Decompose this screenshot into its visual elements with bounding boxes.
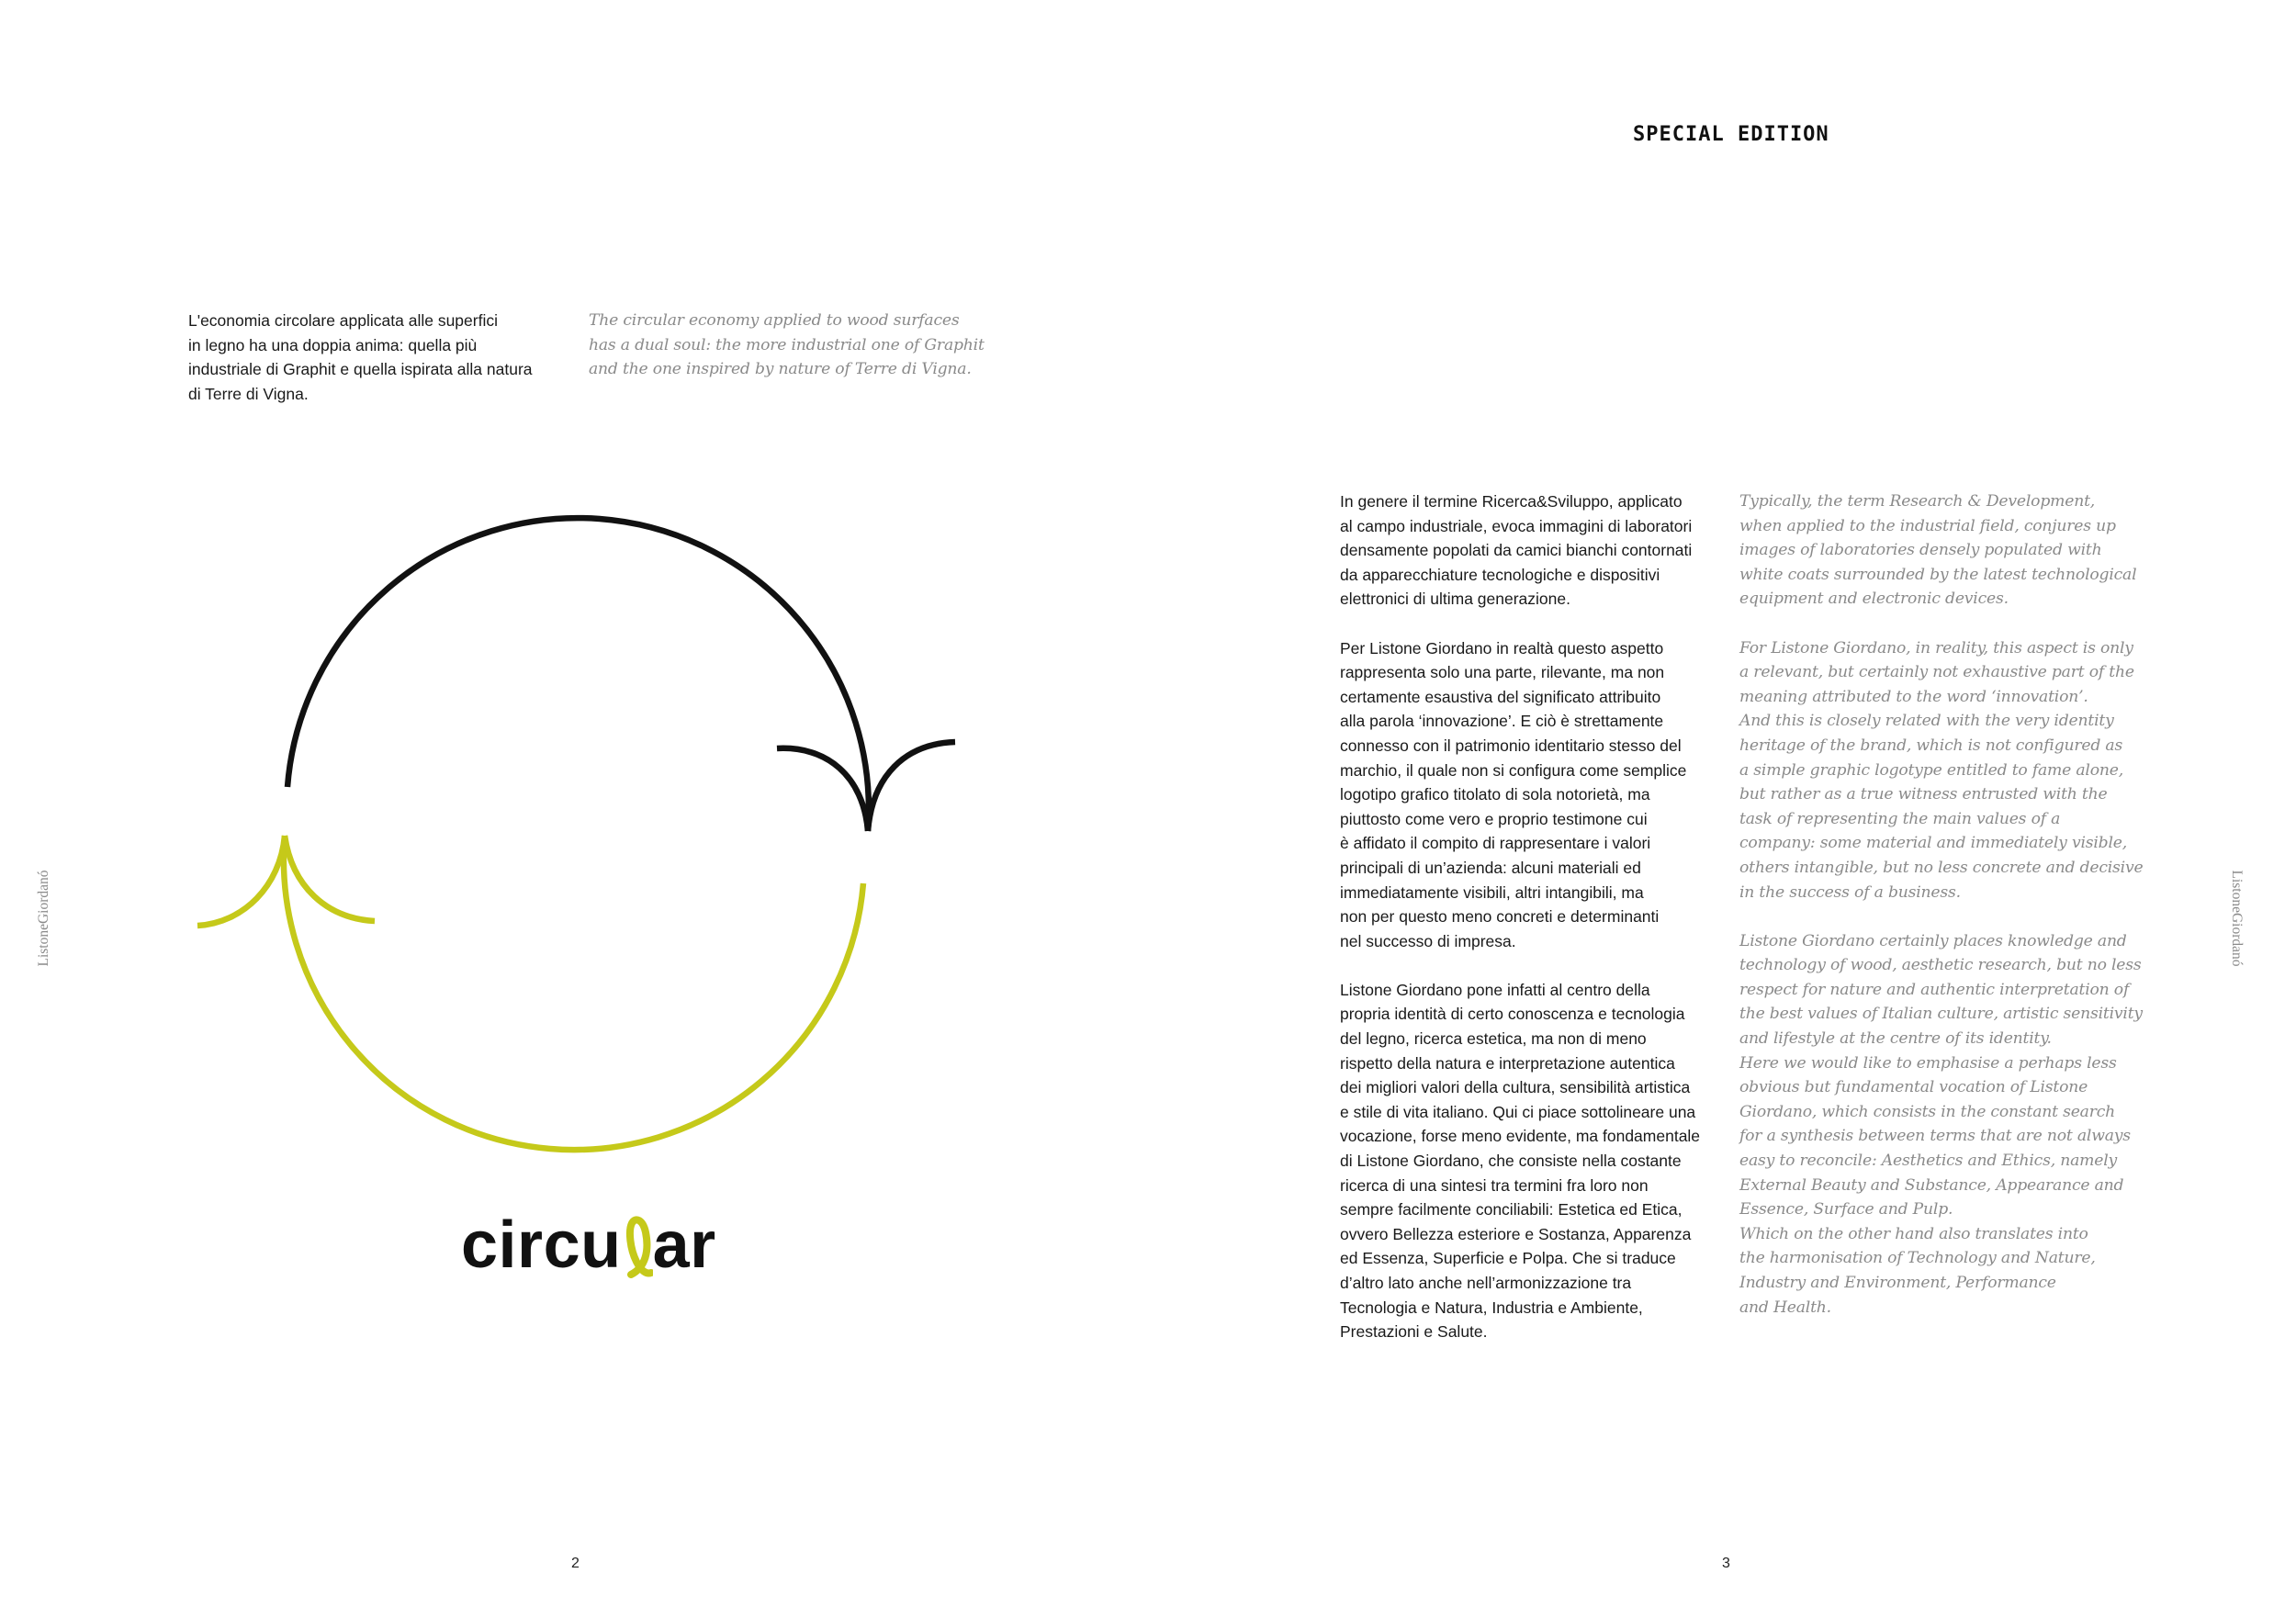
top-arrowhead-left (777, 748, 868, 831)
top-arrowhead-right (868, 742, 955, 831)
loop-l-icon (622, 1214, 653, 1278)
bottom-arc (284, 836, 863, 1150)
english-paragraph: For Listone Giordano, in reality, this aspect is only a relevant, but certainly not exhaustive part of the meaning attributed to the word ‘innovation’. And this is closely related with the very identity heritage of the brand, which is not configured as a simple graphic logotype entitled to fame alone, but rather as a true witness entrusted with the task of representing the main values of a company: some material and immediately visible, others intangible, but no less concrete and decisive in the success of a business. (1739, 638, 2144, 902)
italian-paragraph: Per Listone Giordano in realtà questo aspetto rappresenta solo una parte, rilevante, ma non certamente esaustiva del significato attribuito alla parola ‘innovazione’. E ciò è strettamente connesso con il patrimonio identitario stesso del marchio, il quale non si configura come semplice logotipo grafico titolato di sola notorietà, ma piuttosto come vero e proprio testimone cui è affidato il compito di rappresentare i valori principali di un’azienda: alcuni materiali ed immediatamente visibili, altri intangibili, ma non per questo meno concreti e determinanti nel successo di impresa. (1340, 638, 1687, 950)
intro-text-english: The circular economy applied to wood surfaces has a dual soul: the more industrial one of Graphit and the one inspired by nature of Terre di Vigna. (589, 311, 985, 379)
body-text-italian (1340, 489, 1726, 1344)
circular-logotype (461, 1208, 716, 1283)
brand-vertical-label-right: ListoneGiordanó (2229, 870, 2245, 967)
page-number-right: 3 (1722, 1556, 1730, 1571)
bottom-arrowhead-right (285, 836, 375, 921)
logotype-right-part: ar (652, 1208, 716, 1282)
page-header-title: SPECIAL EDITION (1633, 123, 1829, 146)
brand-vertical-label-left: ListoneGiordanó (36, 870, 51, 967)
top-arc (287, 518, 869, 831)
italian-paragraph: In genere il termine Ricerca&Sviluppo, applicato al campo industriale, evoca immagini di laboratori densamente popolati da camici bianchi contornati da apparecchiature tecnologiche e dispositivi elettronici di ultima generazione. (1340, 492, 1693, 609)
intro-text-italian: L'economia circolare applicata alle superfici in legno ha una doppia anima: quella più industriale di Graphit e quella ispirata alla natura di Terre di Vigna. (188, 311, 533, 403)
body-text-english (1739, 489, 2144, 1320)
logotype-left-part: circu (461, 1208, 622, 1282)
english-paragraph: Typically, the term Research & Development, when applied to the industrial field, conjures up images of laboratories densely populated with white coats surrounded by the latest technological equipment and electronic devices. (1739, 492, 2137, 609)
bottom-arrowhead-left (197, 836, 285, 926)
circular-arrows-icon (184, 514, 992, 1157)
page-number-left: 2 (571, 1556, 580, 1571)
italian-paragraph: Listone Giordano pone infatti al centro della propria identità di certo conoscenza e tecnologia del legno, ricerca estetica, ma non di meno rispetto della natura e interpretazione autentica dei migliori valori della cultura, sensibilità artistica e stile di vita italiano. Qui ci piace sottolineare una vocazione, forse meno evidente, ma fondamentale di Listone Giordano, che consiste nella costante ricerca di una sintesi tra termini fra loro non sempre facilmente conciliabili: Estetica ed Etica, ovvero Bellezza esteriore e Sostanza, Apparenza ed Essenza, Superficie e Polpa. Che si traduce d’altro lato anche nell’armonizzazione tra Tecnologia e Natura, Industria e Ambiente, Prestazioni e Salute. (1340, 980, 1701, 1342)
english-paragraph: Listone Giordano certainly places knowledge and technology of wood, aesthetic research, but no less respect for nature and authentic interpretation of the best values of Italian culture, artistic sensitivity and lifestyle at the centre of its identity. Here we would like to emphasise a perhaps less obvious but fundamental vocation of Listone Giordano, which consists in the constant search for a synthesis between terms that are not always easy to reconcile: Aesthetics and Ethics, namely External Beauty and Substance, Appearance and Essence, Surface and Pulp. Which on the other hand also translates into the harmonisation of Technology and Nature, Industry and Environment, Performance and Health. (1739, 931, 2143, 1317)
